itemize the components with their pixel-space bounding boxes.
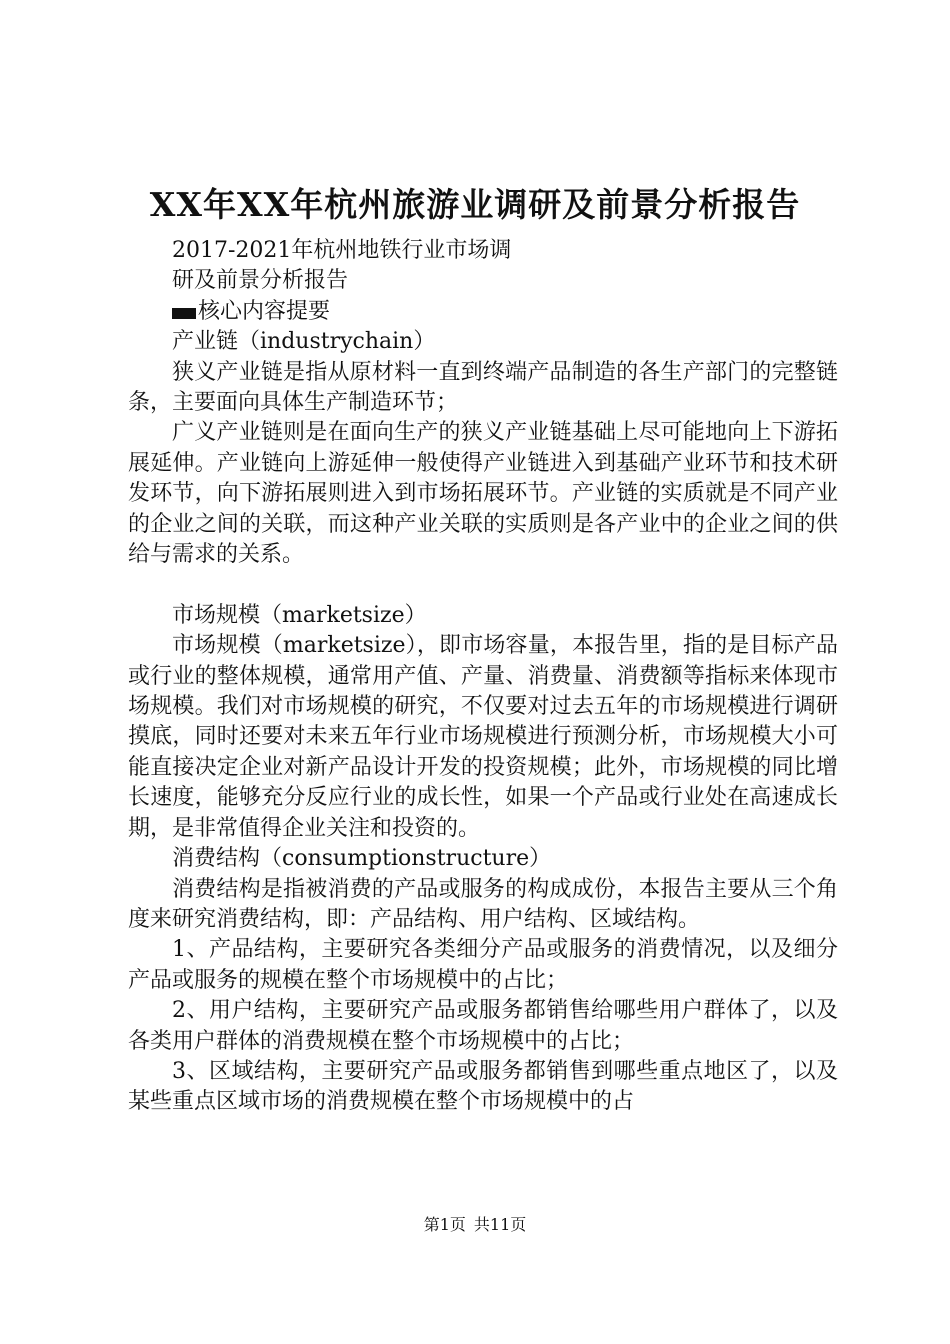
industry-chain-paragraph-2: 广义产业链则是在面向生产的狭义产业链基础上尽可能地向上下游拓展延伸。产业链向上游延伸一般使得产业链进入到基础产业环节和技术研发环节，向下游拓展则进入到市场拓展环节。产业链的实质就是不同产业的企业之间的关联，而这种产业关联的实质则是各产业中的企业之间的供给与需求的关系。 <box>128 420 838 568</box>
core-content-label: 核心内容提要 <box>198 298 331 324</box>
core-content-heading <box>128 297 838 327</box>
market-size-paragraph: 市场规模（marketsize），即市场容量，本报告里，指的是目标产品或行业的整体规模，通常用产值、产量、消费量、消费额等指标来体现市场规模。我们对市场规模的研究，不仅要对过去五年的市场规模进行调研摸底，同时还要对未来五年行业市场规模进行预测分析，市场规模大小可能直接决定企业对新产品设计开发的投资规模；此外，市场规模的同比增长速度，能够充分反应行业的成长性，如果一个产品或行业处在高速成长期，是非常值得企业关注和投资的。 <box>128 633 838 841</box>
square-bullet-icon <box>172 308 196 319</box>
consumption-item-user: 2、用户结构，主要研究产品或服务都销售给哪些用户群体了，以及各类用户群体的消费规模在整个市场规模中的占比； <box>128 998 838 1054</box>
page-footer <box>0 1213 950 1237</box>
consumption-structure-paragraph: 消费结构是指被消费的产品或服务的构成成份，本报告主要从三个角度来研究消费结构，即：产品结构、用户结构、区域结构。 <box>128 876 838 932</box>
blank-line <box>128 570 838 600</box>
page-number: 第1页 <box>423 1215 466 1234</box>
industry-chain-heading: 产业链（industrychain） <box>172 329 436 355</box>
document-body <box>128 236 838 1118</box>
market-size-heading: 市场规模（marketsize） <box>172 602 427 628</box>
subtitle-line-2: 研及前景分析报告 <box>172 268 349 294</box>
consumption-item-product: 1、产品结构，主要研究各类细分产品或服务的消费情况，以及细分产品或服务的规模在整个市场规模中的占比； <box>128 937 838 993</box>
document-title: XX年XX年杭州旅游业调研及前景分析报告 <box>149 185 801 224</box>
subtitle-line-1: 2017-2021年杭州地铁行业市场调 <box>172 238 512 263</box>
consumption-structure-heading: 消费结构（consumptionstructure） <box>172 846 552 872</box>
consumption-item-region: 3、区域结构，主要研究产品或服务都销售到哪些重点地区了，以及某些重点区域市场的消费规模在整个市场规模中的占 <box>128 1058 838 1115</box>
total-pages: 共11页 <box>473 1215 527 1234</box>
industry-chain-paragraph-1: 狭义产业链是指从原材料一直到终端产品制造的各生产部门的完整链条，主要面向具体生产制造环节； <box>128 359 838 416</box>
